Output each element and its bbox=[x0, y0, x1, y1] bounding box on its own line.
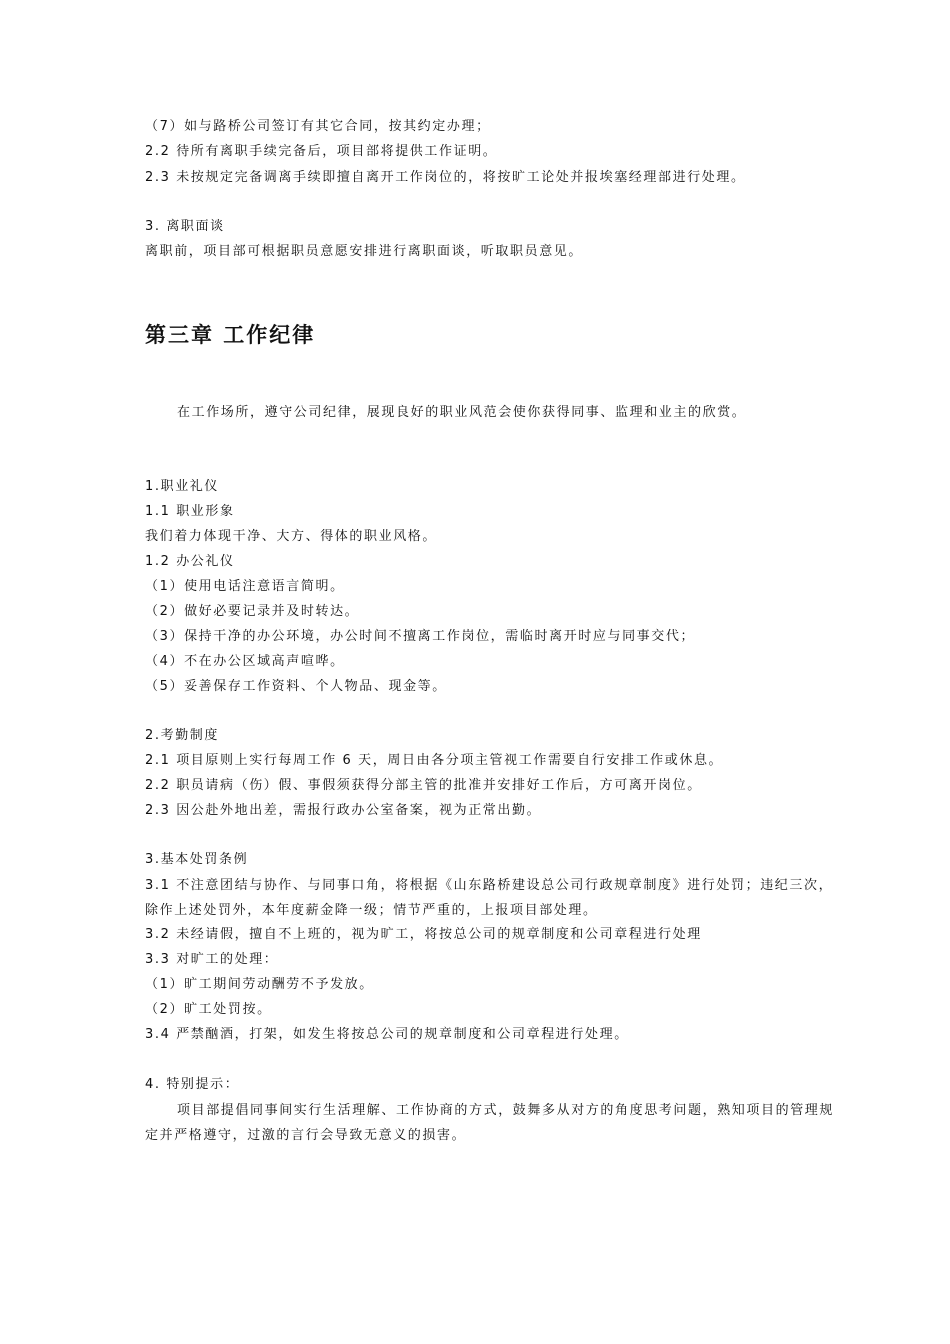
clause-2-3: 2.3 未按规定完备调离手续即擅自离开工作岗位的，将按旷工论处并报埃塞经理部进行处理。 bbox=[145, 170, 746, 185]
s3-heading: 3.基本处罚条例 bbox=[145, 852, 249, 867]
section-3-text: 离职前，项目部可根据职员意愿安排进行离职面谈，听取职员意见。 bbox=[145, 244, 584, 259]
s2-item: 2.3 因公赴外地出差，需报行政办公室备案，视为正常出勤。 bbox=[145, 803, 542, 818]
s1-2-item: （3）保持干净的办公环境，办公时间不擅离工作岗位，需临时离开时应与同事交代； bbox=[145, 629, 696, 644]
document-page bbox=[145, 0, 835, 1344]
s3-3: 3.3 对旷工的处理： bbox=[145, 952, 279, 967]
s3-3-item: （1）旷工期间劳动酬劳不予发放。 bbox=[145, 977, 374, 992]
s1-2-item: （5）妥善保存工作资料、个人物品、现金等。 bbox=[145, 679, 447, 694]
s3-4: 3.4 严禁酗酒，打架，如发生将按总公司的规章制度和公司章程进行处理。 bbox=[145, 1027, 629, 1042]
s2-heading: 2.考勤制度 bbox=[145, 728, 220, 743]
s4-heading: 4. 特别提示： bbox=[145, 1077, 240, 1092]
s2-item: 2.2 职员请病（伤）假、事假须获得分部主管的批准并安排好工作后，方可离开岗位。 bbox=[145, 778, 702, 793]
s3-3-item: （2）旷工处罚按。 bbox=[145, 1002, 272, 1017]
s1-2-item: （2）做好必要记录并及时转达。 bbox=[145, 604, 360, 619]
s1-2-item: （4）不在办公区域高声喧哗。 bbox=[145, 654, 345, 669]
clause-7: （7）如与路桥公司签订有其它合同，按其约定办理； bbox=[145, 119, 491, 134]
s3-1: 3.1 不注意团结与协作、与同事口角，将根据《山东路桥建设总公司行政规章制度》进行处罚；违纪三次，除作上述处罚外，本年度薪金降一级；情节严重的，上报项目部处理。 bbox=[145, 878, 834, 918]
chapter-title: 第三章 工作纪律 bbox=[145, 323, 316, 347]
s1-1-text: 我们着力体现干净、大方、得体的职业风格。 bbox=[145, 529, 438, 544]
section-3-heading: 3. 离职面谈 bbox=[145, 219, 225, 234]
s1-1-heading: 1.1 职业形象 bbox=[145, 504, 235, 519]
clause-2-2: 2.2 待所有离职手续完备后，项目部将提供工作证明。 bbox=[145, 144, 498, 159]
s4-text: 项目部提倡同事间实行生活理解、工作协商的方式，鼓舞多从对方的角度思考问题，熟知项目的管理规定并严格遵守，过激的言行会导致无意义的损害。 bbox=[145, 1103, 835, 1143]
s1-2-heading: 1.2 办公礼仪 bbox=[145, 554, 235, 569]
s1-2-item: （1）使用电话注意语言简明。 bbox=[145, 579, 345, 594]
s1-heading: 1.职业礼仪 bbox=[145, 479, 220, 494]
chapter-intro: 在工作场所，遵守公司纪律，展现良好的职业风范会使你获得同事、监理和业主的欣赏。 bbox=[177, 405, 747, 420]
s3-2: 3.2 未经请假，擅自不上班的，视为旷工，将按总公司的规章制度和公司章程进行处理 bbox=[145, 927, 702, 942]
s2-item: 2.1 项目原则上实行每周工作 6 天，周日由各分项主管视工作需要自行安排工作或休息。 bbox=[145, 753, 724, 768]
